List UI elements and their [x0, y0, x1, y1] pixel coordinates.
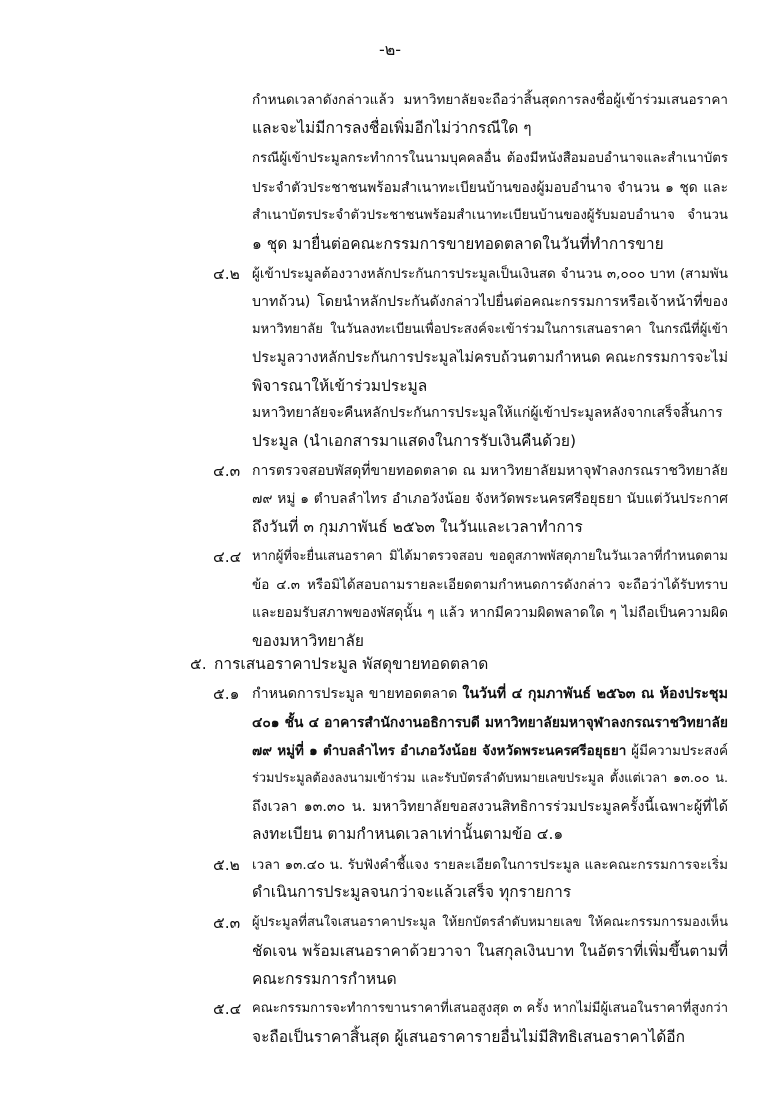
- item-5-1-text: กำหนดการประมูล ขายทอดตลาด: [252, 686, 463, 702]
- item-5-1-line: [252, 713, 728, 733]
- item-number-5-4: ๕.๔: [213, 1000, 242, 1018]
- item-number-4-2: ๔.๒: [213, 265, 240, 283]
- item-4-2-line: บาทถ้วน) โดยนำหลักประกันดังกล่าวไปยื่นต่อคณะกรรมการหรือเจ้าหน้าที่ของ: [252, 294, 728, 310]
- item-5-4-line: คณะกรรมการจะทำการขานราคาที่เสนอสูงสุด ๓ ครั้ง หากไม่มีผู้เสนอในราคาที่สูงกว่า: [252, 1001, 728, 1016]
- item-4-3-line: ถึงวันที่ ๓ กุมภาพันธ์ ๒๕๖๓ ในวันและเวลาทำการ: [252, 518, 583, 536]
- page-number: -๒-: [378, 40, 402, 59]
- intro-line: และจะไม่มีการลงชื่อเพิ่มอีกไม่ว่ากรณีใด ๆ: [252, 119, 532, 137]
- item-number-5-3: ๕.๓: [213, 914, 241, 932]
- item-5-1-date-bold: ในวันที่ ๔ กุมภาพันธ์ ๒๕๖๓ ณ ห้องประชุม: [462, 686, 728, 702]
- intro-line: สำเนาบัตรประจำตัวประชาชนพร้อมสำเนาทะเบียนบ้านของผู้รับมอบอำนาจ จำนวน: [252, 208, 728, 223]
- item-5-1-line: ร่วมประมูลต้องลงนามเข้าร่วม และรับบัตรลำดับหมายเลขประมูล ตั้งแต่เวลา ๑๓.๐๐ น.: [252, 771, 728, 786]
- item-4-4-line: ของมหาวิทยาลัย: [252, 632, 364, 650]
- item-4-3-line: ๗๙ หมู่ ๑ ตำบลลำไทร อำเภอวังน้อย จังหวัดพระนครศรีอยุธยา นับแต่วันประกาศ: [252, 491, 728, 507]
- item-5-1-venue-bold: ๔๐๑ ชั้น ๔ อาคารสำนักงานอธิการบดี มหาวิทยาลัยมหาจุฬาลงกรณราชวิทยาลัย: [252, 715, 728, 731]
- item-number-5-1: ๕.๑: [213, 685, 240, 703]
- item-5-4-line: จะถือเป็นราคาสิ้นสุด ผู้เสนอราคารายอื่นไม่มีสิทธิเสนอราคาได้อีก: [252, 1028, 685, 1046]
- item-5-1-text: ผู้มีความประสงค์: [626, 743, 729, 759]
- item-5-1-line: ลงทะเบียน ตามกำหนดเวลาเท่านั้นตามข้อ ๔.๑: [252, 825, 564, 843]
- item-5-1-line: [252, 741, 728, 761]
- item-5-1-address-bold: ๗๙ หมู่ที่ ๑ ตำบลลำไทร อำเภอวังน้อย จังหวัดพระนครศรีอยุธยา: [252, 743, 627, 759]
- item-5-3-line: ผู้ประมูลที่สนใจเสนอราคาประมูล ให้ยกบัตรลำดับหมายเลข ให้คณะกรรมการมองเห็น: [252, 915, 728, 930]
- item-number-5-2: ๕.๒: [213, 856, 240, 874]
- intro-line: กำหนดเวลาดังกล่าวแล้ว มหาวิทยาลัยจะถือว่าสิ้นสุดการลงชื่อผู้เข้าร่วมเสนอราคา: [252, 92, 728, 108]
- item-4-2-line: มหาวิทยาลัย ในวันลงทะเบียนเพื่อประสงค์จะเข้าร่วมในการเสนอราคา ในกรณีที่ผู้เข้า: [252, 322, 728, 337]
- item-5-1-line: ถึงเวลา ๑๓.๓๐ น. มหาวิทยาลัยขอสงวนสิทธิการร่วมประมูลครั้งนี้เฉพาะผู้ที่ได้: [252, 799, 728, 815]
- item-4-2-line: ประมูล (นำเอกสารมาแสดงในการรับเงินคืนด้วย): [252, 432, 577, 450]
- item-5-3-line: ชัดเจน พร้อมเสนอราคาด้วยวาจา ในสกุลเงินบาท ในอัตราที่เพิ่มขึ้นตามที่: [252, 942, 728, 960]
- section-number-5: ๕.: [190, 655, 207, 673]
- item-4-3-line: การตรวจสอบพัสดุที่ขายทอดตลาด ณ มหาวิทยาลัยมหาจุฬาลงกรณราชวิทยาลัย: [252, 463, 728, 479]
- item-5-1-line: [252, 684, 728, 704]
- item-5-3-line: คณะกรรมการกำหนด: [252, 970, 397, 988]
- item-5-2-line: ดำเนินการประมูลจนกว่าจะแล้วเสร็จ ทุกรายการ: [252, 883, 572, 901]
- item-4-2-line: มหาวิทยาลัยจะคืนหลักประกันการประมูลให้แก่ผู้เข้าประมูลหลังจากเสร็จสิ้นการ: [252, 405, 723, 421]
- item-number-4-3: ๔.๓: [213, 462, 241, 480]
- item-4-4-line: และยอมรับสภาพของพัสดุนั้น ๆ แล้ว หากมีความผิดพลาดใด ๆ ไม่ถือเป็นความผิด: [252, 605, 728, 621]
- intro-line: ๑ ชุด มายื่นต่อคณะกรรมการขายทอดตลาดในวันที่ทำการขาย: [252, 235, 664, 253]
- item-4-2-line: ประมูลวางหลักประกันการประมูลไม่ครบถ้วนตามกำหนด คณะกรรมการจะไม่: [252, 350, 728, 366]
- section-5-title: การเสนอราคาประมูล พัสดุขายทอดตลาด: [214, 655, 489, 673]
- item-4-4-line: ข้อ ๔.๓ หรือมิได้สอบถามรายละเอียดตามกำหนดการดังกล่าว จะถือว่าได้รับทราบ: [252, 577, 728, 593]
- item-5-2-line: เวลา ๑๓.๔๐ น. รับฟังคำชี้แจง รายละเอียดในการประมูล และคณะกรรมการจะเริ่ม: [252, 857, 728, 873]
- item-4-2-line: ผู้เข้าประมูลต้องวางหลักประกันการประมูลเป็นเงินสด จำนวน ๓,๐๐๐ บาท (สามพัน: [252, 266, 728, 282]
- intro-line: กรณีผู้เข้าประมูลกระทำการในนามบุคคลอื่น ต้องมีหนังสือมอบอำนาจและสำเนาบัตร: [252, 151, 728, 166]
- item-4-2-line: พิจารณาให้เข้าร่วมประมูล: [252, 377, 428, 395]
- intro-line: ประจำตัวประชาชนพร้อมสำเนาทะเบียนบ้านของผู้มอบอำนาจ จำนวน ๑ ชุด และ: [252, 180, 728, 196]
- item-4-4-line: หากผู้ที่จะยื่นเสนอราคา มิได้มาตรวจสอบ ขอดูสภาพพัสดุภายในวันเวลาที่กำหนดตาม: [252, 549, 728, 564]
- item-number-4-4: ๔.๔: [213, 548, 242, 566]
